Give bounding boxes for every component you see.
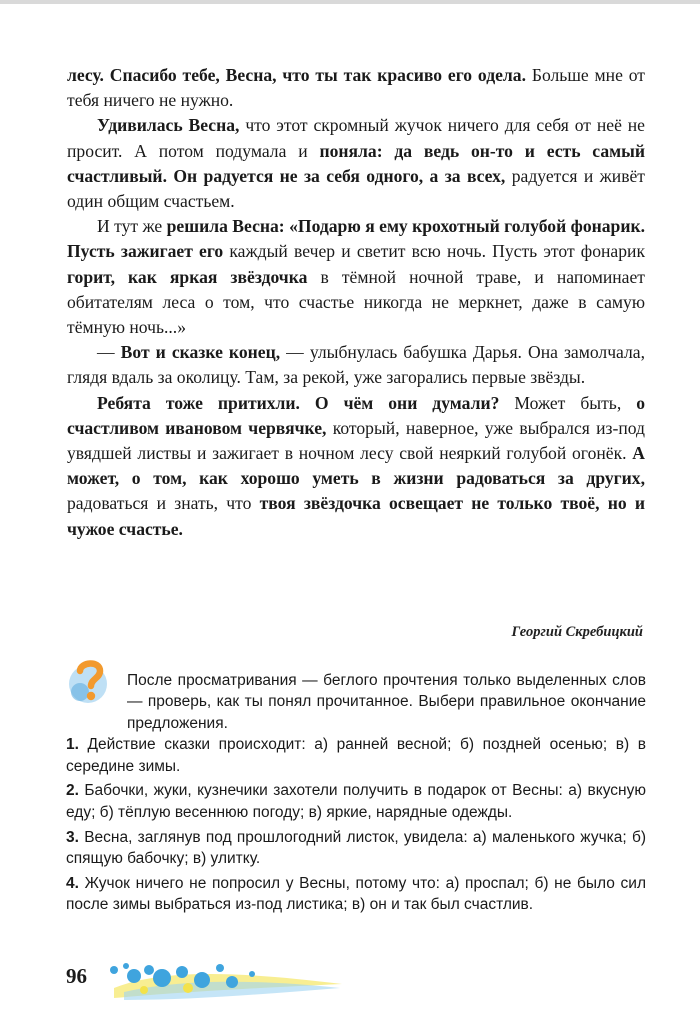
bold-phrase: Вот и сказке конец, [120,342,281,363]
plain-text: — улыбнулась бабушка Дарья. Она замолчала, глядя вдаль за околицу. Там, за рекой, уже загорались первые звёзды. [67,342,646,388]
story-paragraph-2 [67,113,645,214]
question-number: 2. [66,782,79,800]
plain-text: радоваться и знать, что [67,493,260,514]
page-top-edge [0,0,700,4]
question-text: Жучок ничего не попросил у Весны, потому что: а) проспал; б) не было сил после зимы выбраться из-под листика; в) он и так был счастлив. [66,874,646,914]
plain-text: — [97,342,121,363]
question-number: 1. [66,736,79,754]
question-3 [66,827,646,870]
story-text [67,63,645,542]
plain-text: Больше мне от тебя ничего не нужно. [67,65,645,111]
bold-phrase: Ребята тоже притихли. О чём они думали? [97,392,500,413]
plain-text: что этот скромный жучок ничего для себя от неё не просит. А потом подумала и [67,115,645,161]
question-number: 3. [66,828,79,846]
question-text: Бабочки, жуки, кузнечики захотели получить в подарок от Весны: а) вкусную еду; б) тёплую весеннюю погоду; в) яркие, нарядные одежды. [66,782,646,822]
plain-text: каждый вечер и светит всю ночь. Пусть этот фонарик [223,241,645,262]
bold-phrase: Удивилась Весна, [97,115,240,136]
story-paragraph-1 [67,63,645,113]
story-paragraph-4 [67,340,645,390]
story-paragraph-5 [67,391,645,542]
author-signature: Георгий Скребицкий [511,624,643,640]
question-text: Действие сказки происходит: а) ранней весной; б) поздней осенью; в) в середине зимы. [66,736,646,775]
question-1 [66,734,646,777]
bold-phrase: лесу. Спасибо тебе, Весна, что ты так красиво его одела. [67,65,526,85]
plain-text: И тут же [97,216,167,237]
page-number: 96 [66,964,87,988]
story-paragraph-3 [67,214,645,340]
bold-phrase: А может, о том, как хорошо уметь в жизни радоваться за других, [67,443,645,489]
question-text: Весна, заглянув под прошлогодний листок, увидела: а) маленького жучка; б) спящую бабочку; в) улитку. [66,828,646,868]
question-4 [66,873,646,916]
task-intro: После просматривания — беглого прочтения только выделенных слов — проверь, как ты понял прочитанное. Выбери правильное окончание предложения. [127,671,646,732]
bold-phrase: решила Весна: «Подарю я ему крохотный голубой фонарик. Пусть зажигает его [67,216,646,262]
plain-text: который, наверное, уже выбрался из-под увядшей листвы и зажигает в ночном лесу свой неяркий голубой огонёк. [67,417,645,464]
bold-phrase: о счастливом ивановом червячке, [67,392,645,438]
question-number: 4. [66,874,79,892]
plain-text: в тёмной ночной траве, и напоминает обитателям леса о том, что счастье никогда не меркнет, даже в самую тёмную ночь...» [67,266,645,338]
plain-text: Может быть, [499,392,637,413]
bold-phrase: поняла: да ведь он-то и есть самый счастливый. Он радуется не за себя одного, а за всех, [67,140,645,186]
task-section [66,654,646,919]
decorative-bubbles [104,958,344,1002]
plain-text: радуется и живёт один общим счастьем. [67,165,645,212]
bold-phrase: горит, как яркая звёздочка [67,266,308,287]
question-2 [66,780,646,823]
bold-phrase: твоя звёздочка освещает не только твоё, но и чужое счастье. [67,493,645,539]
